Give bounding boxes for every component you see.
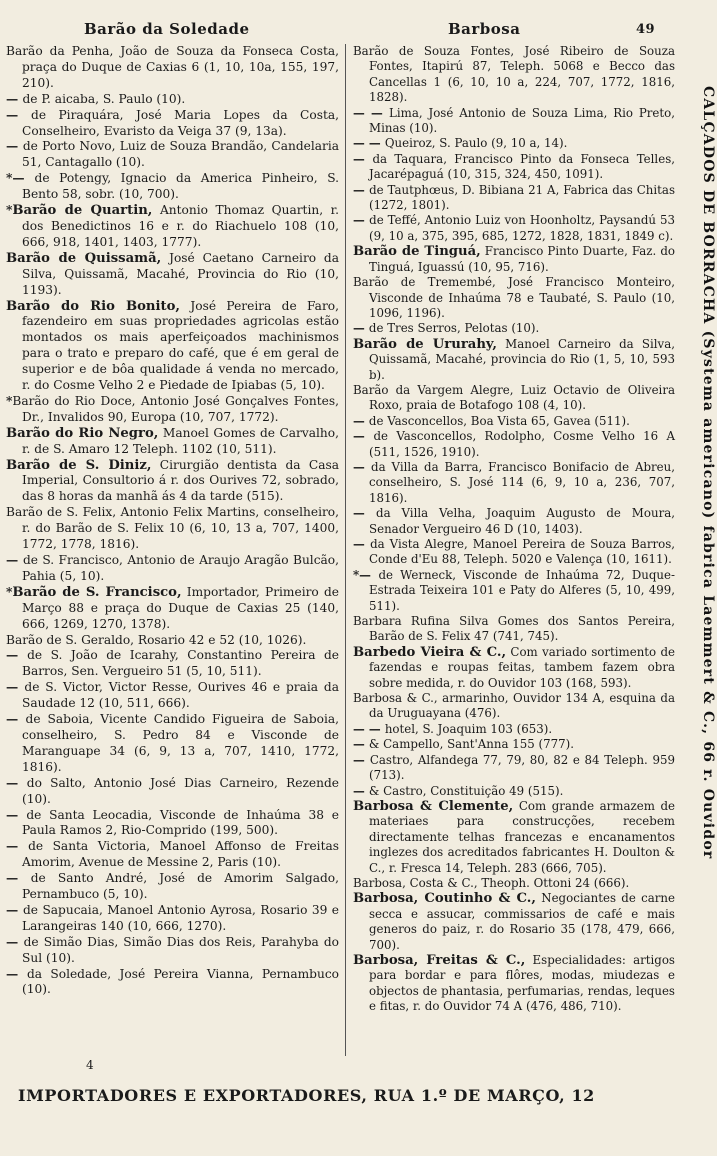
entry-marker: —	[353, 459, 372, 474]
entry-text: da Taquara, Francisco Pinto da Fonseca Telles, Jacarépaguá (10, 315, 324, 450, 1091).	[369, 151, 675, 182]
entry-text: Com variado sortimento de fazendas e roupas feitas, tambem fazem obra sobre medida, r. do Ouvidor 103 (168, 593).	[369, 644, 676, 690]
entry-text: de Santa Leocadia, Visconde de Inhaúma 38 e Paula Ramos 2, Rio-Comprido (199, 500).	[22, 807, 339, 838]
entry-marker: —	[353, 321, 369, 336]
column-divider	[345, 44, 346, 1056]
entry-text: José Francisco Monteiro, Visconde de Inhaúma 78 e Taubaté, S. Paulo (10, 1096, 1196).	[369, 275, 676, 320]
entry-text: de Piraquára, José Maria Lopes da Costa, Conselheiro, Evaristo da Veiga 37 (9, 13a).	[22, 107, 339, 138]
page-number: 49	[636, 22, 656, 37]
entry-marker: *—	[353, 567, 379, 582]
entry-text: Theoph. Ottoni 24 (666).	[477, 875, 630, 890]
entry-text: armarinho, Ouvidor 134 A, esquina da da Uruguayana (476).	[369, 691, 675, 721]
entry-text: José Pereira de Faro, fazendeiro em suas propriedades agricolas estão montados os mais aperfeiçoados machinismos para o trato e preparo do café, que é em geral de superior e de bôa qualidade á venda no mercado, r. do Cosme Velho 2 e Piedade de Ipiabas (5, 10).	[22, 298, 339, 393]
directory-entry	[353, 429, 675, 460]
directory-entry	[6, 808, 339, 840]
entry-marker: —	[6, 648, 28, 663]
entry-text: de Tres Serros, Pelotas (10).	[368, 321, 540, 336]
directory-entry	[6, 139, 339, 171]
directory-entry	[6, 108, 339, 140]
entry-marker: —	[353, 182, 370, 197]
entry-text: Lima, José Antonio de Souza Lima, Rio Preto, Minas (10).	[369, 105, 675, 136]
entry-text: de Sapucaia, Manoel Antonio Ayrosa, Rosario 39 e Larangeiras 140 (10, 666, 1270).	[22, 902, 340, 933]
entry-marker: —	[353, 537, 371, 551]
entry-marker: —	[6, 775, 27, 790]
entry-marker: —	[353, 752, 370, 767]
entry-marker: —	[6, 871, 31, 886]
entry-name: Barão de Quartin,	[12, 203, 153, 219]
signature-mark: 4	[86, 1058, 94, 1072]
entry-marker: *	[6, 584, 13, 599]
directory-entry	[353, 953, 675, 1015]
entry-marker: —	[6, 91, 23, 106]
entry-text: de Porto Novo, Luiz de Souza Brandão, Candelaria 51, Cantagallo (10).	[22, 139, 340, 170]
entry-text: Francisco Pinto Duarte, Faz. do Tinguá, Iguassú (10, 95, 716).	[369, 244, 675, 274]
directory-entry	[353, 152, 675, 183]
entry-name: Barão de S. Felix,	[6, 505, 117, 520]
entry-name: Barbosa, Coutinho & C.,	[353, 891, 536, 907]
running-head-left: Barão da Soledade	[84, 20, 250, 38]
directory-entry	[6, 92, 339, 108]
directory-entry	[353, 645, 675, 691]
entry-text: Castro, Alfandega 77, 79, 80, 82 e 84 Teleph. 959 (713).	[369, 752, 675, 783]
entry-text: de Tautphœus, D. Bibiana 21 A, Fabrica das Chitas (1272, 1801).	[369, 182, 675, 213]
entry-text: & Castro, Constituição 49 (515).	[368, 783, 564, 798]
directory-entry	[353, 460, 675, 506]
directory-entry	[6, 505, 339, 553]
entry-name: Barão de S. Diniz,	[6, 457, 152, 473]
entry-name: Barbosa & C.,	[353, 691, 438, 706]
entry-text: Antonio Felix Martins, conselheiro, r. do Barão de S. Felix 10 (6, 10, 13 a, 707, 1400, 1772, 1778, 1816).	[22, 505, 340, 552]
directory-entry	[353, 737, 675, 752]
entry-name: Barão de Ururahy,	[353, 336, 497, 352]
entry-marker: —	[6, 712, 26, 727]
directory-entry	[6, 648, 339, 680]
entry-name: Barão do Rio Negro,	[6, 425, 159, 441]
entry-text: Manoel Carneiro da Silva, Quissamã, Macahé, provincia do Rio (1, 5, 10, 593 b).	[369, 336, 675, 382]
directory-entry	[6, 426, 339, 458]
entry-marker: —	[6, 966, 27, 981]
directory-entry	[353, 799, 675, 876]
directory-entry	[6, 203, 339, 251]
entry-name: Barbosa & Clemente,	[353, 798, 514, 814]
entry-text: da Soledade, José Pereira Vianna, Pernambuco (10).	[22, 966, 339, 997]
entry-text: de Potengy, Ignacio da America Pinheiro, S. Bento 58, sobr. (10, 700).	[22, 171, 339, 202]
entry-name: Barão da Vargem Alegre,	[353, 382, 514, 397]
entry-text: de Simão Dias, Simão Dias dos Reis, Parahyba do Sul (10).	[22, 934, 339, 965]
entry-text: Antonio Thomaz Quartin, r. dos Benedictinos 16 e r. do Riachuelo 108 (10, 666, 918, 1401, 1403, 1777).	[22, 203, 339, 249]
entry-text: dos Santos Pereira, Barão de S. Felix 47 (741, 745).	[369, 614, 675, 644]
directory-entry	[353, 891, 675, 953]
directory-entry	[6, 633, 339, 649]
directory-entry	[6, 458, 339, 506]
entry-marker: —	[353, 783, 369, 798]
entry-marker: —	[6, 680, 25, 695]
directory-entry	[353, 691, 675, 722]
directory-entry	[6, 585, 339, 633]
entry-text: José Caetano Carneiro da Silva, Quissamã, Macahé, Provincia do Rio (10, 1193).	[22, 250, 340, 297]
entry-text: de Teffé, Antonio Luiz von Hoonholtz, Paysandú 53 (9, 10 a, 375, 395, 685, 1272, 1828, 1831, 1849 c).	[369, 213, 676, 243]
entry-text: Manoel Gomes de Carvalho, r. de S. Amaro 12 Teleph. 1102 (10, 511).	[22, 425, 339, 456]
entry-name: Barbedo Vieira & C.,	[353, 644, 507, 660]
entry-text: Especialidades: artigos para bordar e para flôres, modas, miudezas e objectos de phantasia, perfumarias, rendas, leques e fitas, r. do Ouvidor 74 A (476, 486, 710).	[369, 952, 675, 1014]
directory-entry	[6, 776, 339, 808]
entry-text: Luiz Octavio de Oliveira Roxo, praia de Botafogo 108 (4, 10).	[369, 382, 675, 413]
directory-entry	[353, 722, 675, 737]
directory-entry	[353, 213, 675, 244]
entry-text: José Ribeiro de Souza Fontes, Itapirú 87, Teleph. 5068 e Becco das Cancellas 1 (6, 10, 10 a, 224, 707, 1772, 1816, 1828).	[369, 44, 675, 105]
directory-entry	[6, 712, 339, 776]
entry-marker: —	[353, 213, 370, 228]
directory-entry	[6, 299, 339, 394]
entry-text: de S. Francisco, Antonio de Araujo Aragão Bulcão, Pahia (5, 10).	[22, 553, 340, 583]
entry-marker: —	[353, 737, 369, 752]
entry-marker: —	[353, 413, 369, 428]
entry-text: de Werneck, Visconde de Inhaúma 72, Duque-Estrada Teixeira 101 e Paty do Alferes (5, 10, 499, 511).	[369, 567, 675, 613]
directory-entry	[353, 337, 675, 383]
entry-name: Barão de Tremembé,	[353, 275, 496, 290]
entry-text: Com grande armazem de materiaes para construcções, recebem directamente telhas francezas e encanamentos inglezes dos acreditados fabricantes H. Doulton & C., r. Fresca 14, Teleph. 283 (666, 705).	[369, 798, 675, 875]
entry-text: Importador, Primeiro de Março 88 e praça do Duque de Caxias 25 (140, 666, 1269, 1270, 1378).	[22, 584, 339, 631]
left-column	[6, 44, 339, 998]
directory-entry	[353, 414, 675, 429]
right-column	[353, 44, 675, 1015]
directory-entry	[6, 680, 339, 712]
directory-entry	[6, 871, 339, 903]
entry-name: Barão de S. Francisco,	[12, 584, 182, 600]
running-head-right: Barbosa	[448, 20, 521, 38]
directory-entry	[353, 244, 675, 275]
directory-entry	[6, 394, 339, 426]
entry-marker: — —	[353, 136, 385, 151]
directory-entry	[6, 553, 339, 585]
entry-text: João de Souza da Fonseca Costa, praça do Duque de Caxias 6 (1, 10, 10a, 155, 197, 210).	[22, 44, 340, 90]
directory-entry	[353, 106, 675, 137]
entry-marker: *	[6, 393, 13, 408]
directory-entry	[353, 183, 675, 214]
entry-text: hotel, S. Joaquim 103 (653).	[384, 721, 553, 736]
entry-marker: — —	[353, 105, 390, 120]
entry-marker: —	[353, 506, 377, 521]
entry-text: do Salto, Antonio José Dias Carneiro, Rezende (10).	[22, 775, 339, 806]
entry-text: de S. Victor, Victor Resse, Ourives 46 e praia da Saudade 12 (10, 511, 666).	[22, 680, 339, 711]
entry-text: de Saboia, Vicente Candido Figueira de Saboia, conselheiro, S. Pedro 84 e Visconde de Maranguape 34 (6, 9, 13 a, 707, 1410, 1772, 1816).	[22, 712, 340, 774]
directory-entry	[353, 537, 675, 568]
entry-marker: *	[6, 203, 13, 218]
entry-text: de P. aicaba, S. Paulo (10).	[22, 91, 186, 106]
directory-entry	[6, 967, 339, 999]
entry-marker: —	[6, 902, 23, 917]
entry-name: Barão de Tinguá,	[353, 244, 481, 260]
entry-text: Rosario 42 e 52 (10, 1026).	[134, 632, 307, 647]
entry-text: da Villa da Barra, Francisco Bonifacio de Abreu, conselheiro, S. José 114 (6, 9, 10 a, 236, 707, 1816).	[369, 459, 676, 505]
directory-entry	[353, 876, 675, 891]
directory-entry	[6, 839, 339, 871]
directory-entry	[6, 171, 339, 203]
directory-entry	[6, 251, 339, 299]
side-advertisement	[702, 86, 717, 1086]
directory-entry	[6, 903, 339, 935]
entry-name: Barbosa, Costa & C.,	[353, 875, 478, 890]
directory-entry	[353, 614, 675, 645]
entry-marker: —	[6, 839, 29, 854]
entry-text: Cirurgião dentista da Casa Imperial, Consultorio á r. dos Ourives 72, sobrado, das 8 horas da manhã ás 4 da tarde (515).	[22, 457, 339, 504]
entry-name: Barão do Rio Bonito,	[6, 298, 181, 314]
directory-entry	[353, 136, 675, 151]
entry-text: da Villa Velha, Joaquim Augusto de Moura, Senador Vergueiro 46 D (10, 1403).	[369, 506, 675, 536]
entry-text: de Vasconcellos, Rodolpho, Cosme Velho 16 A (511, 1526, 1910).	[369, 429, 675, 459]
entry-text: da Vista Alegre, Manoel Pereira de Souza Barros, Conde d'Eu 88, Teleph. 5020 e Valença (10, 1611).	[369, 537, 676, 567]
entry-text: Negociantes de carne secca e assucar, commissarios de café e mais generos do paiz, r. do Rosario 35 (178, 479, 666, 700).	[369, 891, 675, 952]
entry-text: de S. João de Icarahy, Constantino Pereira de Barros, Sen. Vergueiro 51 (5, 10, 511).	[22, 648, 339, 679]
entry-marker: —	[6, 139, 23, 154]
entry-text: Queiroz, S. Paulo (9, 10 a, 14).	[384, 136, 568, 151]
entry-name: Barbosa, Freitas & C.,	[353, 952, 526, 968]
entry-text: de Santa Victoria, Manoel Affonso de Freitas Amorim, Avenue de Messine 2, Paris (10).	[22, 839, 339, 870]
footer-banner: IMPORTADORES E EXPORTADORES, RUA 1.º DE MARÇO, 12	[18, 1086, 595, 1105]
entry-marker: — —	[353, 721, 385, 736]
entry-name: Barão da Penha,	[6, 44, 114, 58]
entry-marker: —	[6, 107, 32, 122]
directory-entry	[6, 44, 339, 92]
directory-entry	[353, 383, 675, 414]
directory-entry	[353, 321, 675, 336]
entry-name: Barão de Quissamã,	[6, 250, 162, 266]
directory-entry	[353, 44, 675, 106]
directory-entry	[353, 275, 675, 321]
entry-name: Barão do Rio Doce,	[12, 393, 136, 408]
entry-marker: —	[6, 807, 27, 822]
entry-marker: —	[6, 934, 24, 949]
directory-entry	[353, 753, 675, 784]
entry-text: de Vasconcellos, Boa Vista 65, Gavea (511).	[368, 413, 630, 428]
entry-name: Barbara Rufina Silva Gomes	[353, 614, 539, 629]
entry-marker: *—	[6, 171, 35, 186]
side-advertisement-text: CALÇADOS DE BORRACHA (Systema americano) fabrica Laemmert & C., 66 r. Ouvidor	[700, 86, 716, 860]
entry-text: de Santo André, José de Amorim Salgado, Pernambuco (5, 10).	[22, 871, 339, 902]
entry-text: & Campello, Sant'Anna 155 (777).	[368, 737, 575, 752]
entry-name: Barão de Souza Fontes,	[353, 44, 515, 58]
entry-marker: —	[6, 553, 23, 567]
entry-marker: —	[353, 429, 374, 444]
directory-entry	[353, 784, 675, 799]
directory-entry	[353, 568, 675, 614]
entry-name: Barão de S. Geraldo,	[6, 632, 135, 647]
directory-entry	[6, 935, 339, 967]
directory-entry	[353, 506, 675, 537]
entry-marker: —	[353, 151, 373, 166]
entry-text: Antonio José Gonçalves Fontes, Dr., Invalidos 90, Europa (10, 707, 1772).	[22, 393, 339, 424]
